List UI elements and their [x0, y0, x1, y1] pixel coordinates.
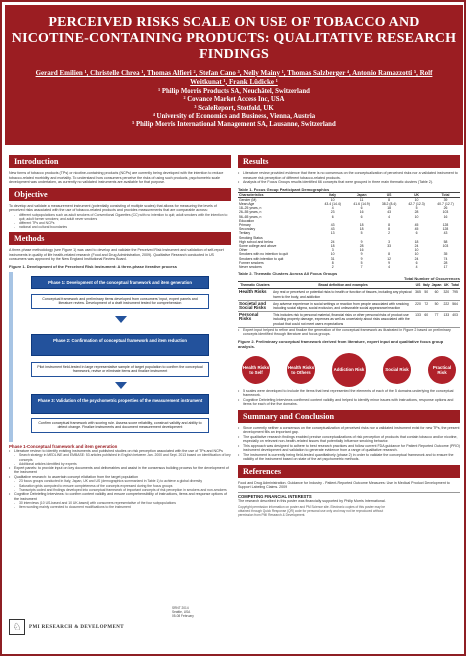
table-cell: 74: [443, 256, 448, 261]
table-cell: 24: [414, 256, 419, 261]
results-bullet: • Literature review provided evidence that there is no consensus on the conceptualization of perceived risks nor a validated instrument to measure risk perception of different tobacco-related products.: [238, 171, 460, 180]
table-cell: 4: [388, 214, 391, 219]
section-heading-methods: Methods: [9, 232, 231, 245]
affiliation: ² Covance Market Access Inc, USA: [183, 96, 285, 104]
method-bullet: • Literature review: to identify existing instruments and published studies on risk perception associated with the use of TPs and NCPs: [9, 449, 231, 454]
table-cell: 43: [330, 227, 335, 232]
table-cell: Education: [239, 218, 255, 223]
table-cell: 28: [443, 260, 448, 265]
table-cell: 31: [330, 256, 335, 261]
table-cell: Secondary: [239, 227, 256, 232]
method-sub-bullet: - Item wording mainly corrected to document modifications to the instrument: [9, 505, 231, 509]
table-cell: Smokers with no intention to quit: [239, 252, 289, 257]
table-cell: 365: [415, 290, 421, 295]
table-cell: 8: [388, 197, 391, 202]
methods-text: A three-phase methodology (see Figure 1) was used to develop and validate the Perceived Risk Instrument and validation of self-report instruments in quality of life health-related research (Food and Drug Administration, 2009). Qualitative Research conducted in US consumers was approved by the New England Institutional Review Board.: [9, 248, 224, 262]
introduction-text: New forms of tobacco products (TPs) or nicotine-containing products (NCPs) are currently being developed with the intention to reduce tobacco-related morbidity and mortality. To understand how consumers perceive the risks of using such products, psychometric scale development was undertaken, as currently no validated instruments are available for that purpose.: [9, 171, 224, 184]
table2-caption: Table 2. Thematic Clusters Across All Focus Groups: [238, 271, 338, 277]
clusters-table: [238, 281, 460, 328]
table-header-cell: Broad definition and examples: [272, 282, 414, 289]
table-cell: 222: [443, 301, 450, 306]
framework-circles: [238, 351, 460, 389]
section-heading-summary: Summary and Conclusion: [238, 410, 460, 423]
table-cell: 10: [330, 252, 335, 257]
table-cell: High school and below: [239, 239, 274, 244]
results-bullet: • Expert input helped to refine and finalize the generation of the conceptual framework as illustrated in Figure 2 based on preliminary concepts identified through literature and focus groups.: [238, 328, 460, 337]
table-cell: 41.6 (14.9): [353, 201, 370, 206]
conference-info: [172, 606, 222, 618]
author-list: Gerard Emilien ¹, Christelle Chrea ¹, Thomas Alfieri ², Stefan Cano ³, Nelly Mainy ¹, Thomas Salzberger ⁴, Antonio Ramazzotti ⁵, Rolf Weitkunat ¹, Frank Lüdicke ¹: [35, 69, 433, 86]
table-header-cell: US: [376, 192, 402, 197]
table-cell: Primary: [239, 222, 251, 227]
table-row: [238, 265, 460, 269]
table-cell: Mean Age: [239, 201, 255, 206]
table-cell: 60: [424, 313, 429, 318]
table-cell: 12: [387, 256, 391, 261]
table-cell: 320: [443, 290, 450, 295]
table-cell: 8: [388, 252, 391, 257]
table-header-cell: UK: [443, 283, 449, 288]
table-cell: 18–25 years, n: [239, 206, 262, 211]
table-cell: 16: [359, 210, 364, 215]
table-cell: 28: [414, 210, 419, 215]
table-cell: 6: [415, 260, 418, 265]
table-cell: 18: [359, 227, 364, 232]
table-cell: 42.7 (12.3): [408, 201, 425, 206]
table-cell: This includes risk to personal material, financial risks or other personal risks of product use including property damage, expenses as well as uncertainty about risks associated with the product that could not meet users expectations: [272, 313, 410, 326]
table-cell: Tertiary: [239, 231, 251, 236]
section-heading-objective: Objective: [9, 188, 231, 201]
table-cell: 24: [414, 243, 419, 248]
results-bullet: • 5 scales were developed to include the items that best represented the elements of each of the 5 domains underlying the conceptual framework.: [238, 389, 460, 398]
table-cell: Gender (M): [239, 197, 257, 202]
table-cell: 43: [330, 222, 335, 227]
summary-bullet: • The instrument is currently being field-tested quantitatively (phase 2) in order to validate the conceptual framework and to ensure the validity of the instrument based on state of the art psychometric methods.: [238, 453, 460, 462]
table-cell: 26: [443, 206, 448, 211]
table-cell: 8: [331, 260, 334, 265]
table-cell: 60: [434, 290, 439, 295]
table-cell: 9: [360, 252, 363, 257]
table-cell: 5: [360, 231, 363, 236]
table-cell: Health Risks: [239, 289, 267, 295]
table-cell: 18: [387, 206, 391, 211]
table-cell: Societal and Social Risks: [239, 300, 267, 310]
phase3-box: Confirm conceptual framework with scoring rule. Assess score reliability, construct validity and ability to detect change. Finalize instruments and document measurement development: [31, 418, 209, 433]
table-cell: Any real or perceived or potential risks to health or function of tissues, including any physical harm to the body, and addiction: [272, 290, 412, 299]
poster-header: [5, 5, 463, 145]
down-arrow-icon: [115, 382, 127, 389]
section-heading-introduction: Introduction: [9, 155, 231, 168]
table-cell: 10: [414, 248, 419, 253]
table-cell: 8: [388, 222, 391, 227]
table-cell: 17: [443, 264, 448, 269]
poster-title-line1: PERCEIVED RISKS SCALE ON USE OF TOBACCO AND: [48, 15, 420, 30]
table-cell: 45: [414, 222, 419, 227]
table-cell: Other: [239, 248, 248, 253]
table-cell: 38.2 (8.4): [381, 201, 397, 206]
demographics-table: [238, 192, 460, 270]
table-cell: 220: [415, 301, 421, 306]
table-cell: Smoking Status: [239, 235, 263, 240]
table-cell: 58: [443, 239, 448, 244]
affiliation: ¹ Philip Morris Products SA, Neuchâtel, Switzerland: [158, 88, 310, 95]
table-body: [238, 197, 460, 269]
objective-bullet: - different subpopulations such as adult smokers of Conventional Cigarettes (CC) with no intention to quit; adult smokers with the intention to quit; adult former smokers; and adult never smokers: [9, 213, 231, 221]
down-arrow-icon: [115, 316, 127, 323]
table-cell: 403: [452, 313, 458, 318]
table-cell: 103: [442, 243, 449, 248]
footer-note: Copyright permission information on poster and PM Science site. Electronic copies of this poster may be obtained through Quick Response (QR) code for personal use only and may not be reproduced without permission from PMI Research & Development.: [238, 505, 386, 518]
table-cell: 43.4 (14.4): [324, 201, 341, 206]
table-header-cell: Italy: [422, 283, 430, 288]
summary-bullet: • This approach was designed to adhere to best research practices and follow current FDA guidance for Patient Reported Outcome (PRO) instrument development and validation to generate evidence from a range of qualitative research.: [238, 444, 460, 453]
table-cell: 128: [442, 227, 449, 232]
table-header-cell: Italy: [318, 192, 347, 197]
table-cell: 9: [360, 256, 363, 261]
method-sub-bullet: - Transcripts coded and findings developed into conceptual framework of important concepts of risk perception in smokers and non-smokers: [9, 488, 231, 492]
table-cell: 40.7 (12.7): [437, 201, 454, 206]
table-header-cell: Thematic Clusters: [238, 282, 272, 289]
logo-text: PMI RESEARCH & DEVELOPMENT: [29, 624, 124, 630]
table-cell: 9: [388, 260, 391, 265]
conference-name: SRNT 2014: [172, 606, 189, 610]
method-sub-bullet: - Additional articles identified by experts: [9, 462, 231, 466]
table-cell: 6: [415, 231, 418, 236]
table2-total-header: Total Number of Occurrences: [404, 276, 460, 282]
table-cell: 43: [443, 231, 448, 236]
table-row: [238, 289, 460, 300]
phase3-title: Phase 3: Validation of the psychometric properties of the measurement instrument: [31, 394, 209, 414]
method-sub-bullet: - Saturation grids computed to ensure completeness of the concepts expressed during the focus groups: [9, 484, 231, 488]
summary-bullet: • The qualitative research findings enabled precise conceptualizations of risk perception of products that contain tobacco and/or nicotine, especially on relevant non-health-related issues that potentially influence smoking behavior.: [238, 435, 460, 444]
table-cell: 45: [414, 227, 419, 232]
table-header-cell: Japan: [347, 192, 376, 197]
summary-bullet: • Since currently neither a consensus on the conceptualization of perceived risks nor a validated instrument exist for new TPs, the present development fills an important gap.: [238, 426, 460, 435]
table-cell: 3: [331, 248, 334, 253]
phase-flow-diagram: [9, 272, 231, 442]
table-cell: 18: [330, 243, 335, 248]
table-cell: 39: [443, 197, 448, 202]
table-cell: 72: [424, 301, 429, 306]
table-cell: 10: [414, 252, 419, 257]
table-cell: 133: [415, 313, 421, 318]
table-cell: 16: [359, 248, 364, 253]
table-cell: Any adverse experience in social settings or reaction from people associated with smoking including social stigma, social exclusion, and unfavorable social appearance/reaction: [272, 301, 409, 310]
figure2-caption: Figure 2. Preliminary conceptual framework derived from literature, expert input and qualitative focus group analysis.: [238, 338, 444, 349]
table-cell: 4: [331, 206, 334, 211]
table-cell: 56–65 years, n: [239, 214, 262, 219]
figure1-caption: Figure 1. Development of the Perceived Risk Instrument: A three-phase iterative process: [9, 263, 177, 269]
table-cell: 6: [360, 206, 363, 211]
table-header-row: [238, 282, 460, 289]
pmi-logo: [9, 612, 139, 642]
table-cell: 5: [360, 260, 363, 265]
affiliation: ³ ScaleReport, Stotfold, UK: [194, 104, 274, 112]
table-cell: 35: [443, 252, 448, 257]
table-cell: 18: [414, 239, 419, 244]
phase1-title: Phase 1: Development of the conceptual framework and item generation: [31, 276, 209, 289]
table-cell: 33: [387, 243, 391, 248]
method-bullet: • Qualitative research: to ascertain concept elicitation from the target population: [9, 475, 231, 480]
table-cell: 3: [388, 239, 391, 244]
poster-title-line2: NICOTINE-CONTAINING PRODUCTS: QUALITATIVE RESEARCH FINDINGS: [11, 31, 457, 62]
table-row: [238, 312, 460, 328]
phase2-box: Pilot instrument field-tested in large representative sample of target population to confirm the conceptual framework, revise or eliminate items and finalize instrument: [31, 362, 209, 377]
table-header-cell: Total: [431, 192, 460, 197]
table-cell: 24: [330, 239, 335, 244]
affiliation: ⁵ Philip Morris International Management SA, Lausanne, Switzerland: [132, 121, 336, 129]
objective-text: To develop and validate a measurement instrument (potentially consisting of multiple scales) that allows for measuring the levels of perceived risks associated with the use of tobacco-related products and provides measurements that are comparable across:: [9, 203, 217, 212]
table1-caption: Table 1. Focus Group Participant Demographics: [238, 186, 330, 192]
table-cell: 2: [331, 264, 334, 269]
table-header-cell: Total: [451, 283, 459, 288]
table-cell: 26–55 years, n: [239, 210, 262, 215]
affiliation-list: [5, 88, 463, 129]
table-cell: Former smokers: [239, 260, 264, 265]
domain-circle: Practical Risk: [428, 356, 456, 384]
table-header-cell: Japan: [431, 283, 442, 288]
table-cell: 13: [330, 231, 335, 236]
table-cell: 9: [360, 239, 363, 244]
references-text: Food and Drug Administration. Guidance for Industry - Patient-Reported Outcome Measures: Use in Medical Product Development to Support Labeling Claims. 2009: [238, 480, 450, 490]
domain-circle: Addiction Risk: [332, 353, 366, 387]
table-header-cell: UK: [402, 192, 431, 197]
objective-bullet: - national and cultural boundaries: [9, 225, 231, 229]
left-column: [9, 152, 231, 509]
table-cell: 795: [452, 290, 458, 295]
table-cell: 11: [359, 197, 364, 202]
section-heading-results: Results: [238, 155, 460, 168]
table-cell: Never smokers: [239, 264, 262, 269]
conference-location: Seattle, USA: [172, 610, 191, 614]
results-bullet: • Cognitive Debriefing Interviews confirmed content validity and helped to identify minor issues with instructions, response options and items for each of the five domains.: [238, 398, 460, 407]
affiliation: ⁴ University of Economics and Business, Vienna, Austria: [152, 112, 316, 120]
table-cell: 28: [359, 243, 364, 248]
table-cell: 8: [388, 227, 391, 232]
table-cell: 128: [442, 222, 449, 227]
domain-circle: Health Risks to Others: [287, 356, 315, 384]
table-cell: 133: [443, 313, 450, 318]
table-cell: 50: [434, 301, 439, 306]
competing-interests-title: COMPETING FINANCIAL INTERESTS: [238, 492, 460, 499]
table-cell: 4: [388, 264, 391, 269]
domain-circle: Social Risk: [383, 356, 411, 384]
method-sub-bullet: - Search strategy in MEDLINE and EMBASE: 53 articles published in English between Jan. 2000 and Sept. 2013 based on identification of key concepts: [9, 453, 231, 461]
table-cell: 6: [331, 214, 334, 219]
objective-bullet: - different TPs and NCPs: [9, 221, 231, 225]
table-cell: Some college and above: [239, 243, 277, 248]
table-header-cell: Characteristics: [238, 192, 318, 197]
phase1-subheading: Phase 1-Conceptual framework and item generation: [9, 443, 118, 449]
pmi-crest-icon: ♘: [9, 619, 25, 635]
conference-dates: 05-08 February: [172, 614, 194, 618]
table-cell: 16: [443, 214, 448, 219]
table-cell: 23: [330, 210, 335, 215]
method-bullet: • Cognitive Debriefing Interviews: to confirm content validity and ensure comprehensibility of instructions, items and response options of the instrument: [9, 492, 231, 501]
phase1-box: Conceptual framework and preliminary items developed from consumers' input, expert panels and literature review. Development of a draft instrument tested for comprehension: [31, 294, 209, 309]
table-header-cell: US: [415, 283, 421, 288]
table-cell: 10: [330, 197, 335, 202]
method-sub-bullet: - 30 interviews (10 US-based and 10 UK-based) with consumers representative of the four subpopulations: [9, 501, 231, 505]
table-cell: 18: [359, 222, 364, 227]
table-row: [238, 300, 460, 311]
table-cell: 2: [388, 231, 391, 236]
table-cell: 10: [414, 214, 419, 219]
table-cell: 103: [442, 210, 449, 215]
method-bullet: • Expert panels: to provide input on key documents and deliverables and assist in the consensus building process for the development of the instrument: [9, 466, 231, 475]
table-body: [238, 289, 460, 327]
phase2-title: Phase 2: Confirmation of conceptual framework and item reduction: [31, 334, 209, 356]
table-cell: 43: [387, 210, 391, 215]
table-cell: 10: [414, 197, 419, 202]
table-cell: 7: [360, 264, 363, 269]
section-heading-references: References: [238, 465, 460, 478]
table-cell: 77: [434, 313, 439, 318]
table-cell: 4: [415, 264, 418, 269]
results-bullet: • Analysis of the Focus Groups results identified 66 concepts that were grouped in three main thematic clusters (Table 2).: [238, 180, 460, 185]
table-cell: 5: [415, 206, 418, 211]
method-sub-bullet: - 23 focus groups conducted in Italy, Japan, UK and US (demographics summarized in Table 1) to achieve a global diversity: [9, 479, 231, 483]
table-cell: 564: [452, 301, 458, 306]
table-cell: Personal Risks: [239, 312, 259, 322]
right-column: [238, 152, 460, 517]
competing-interests-text: The research described in this poster was financially supported by Philip Morris International.: [238, 498, 386, 503]
table-cell: 6: [360, 214, 363, 219]
table-cell: 50: [424, 290, 429, 295]
table-cell: Smokers with intention to quit: [239, 256, 284, 261]
domain-circle: Health Risks to Self: [242, 356, 270, 384]
